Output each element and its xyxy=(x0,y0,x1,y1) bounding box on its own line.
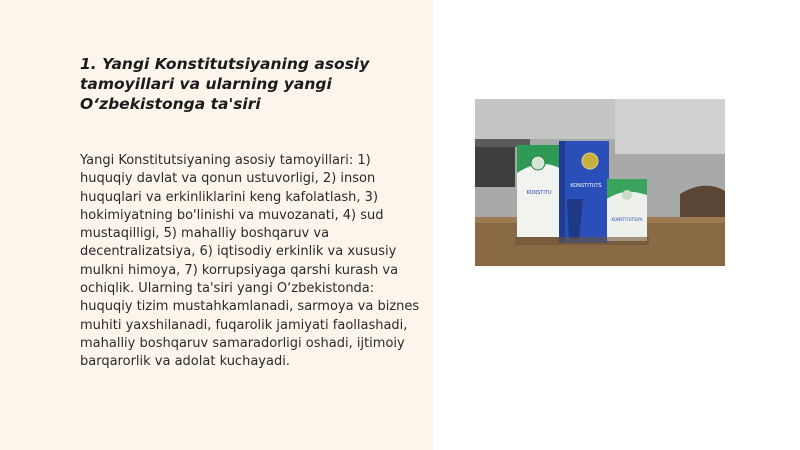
book-left-label: KONSTITU xyxy=(526,190,552,196)
book-right xyxy=(607,179,647,241)
book-center xyxy=(559,141,609,243)
slide-title: 1. Yangi Konstitutsiyaning asosiy tamoyillari va ularning yangi O‘zbekistonga ta'siri xyxy=(80,55,370,113)
book-center-label: KONSTITUTS xyxy=(570,183,602,189)
slide-body-text: Yangi Konstitutsiyaning asosiy tamoyillari: 1) huquqiy davlat va qonun ustuvorligi, 2) inson huquqlari va erkinliklarini keng kafolatlash, 3) hokimiyatning bo'linishi va muvozanati, 4) sud mustaqilligi, 5) mahalliy boshqaruv va decentralizatsiya, 6) iqtisodiy erkinlik va xususiy mulkni himoya, 7) korrupsiyaga qarshi kurash va ochiqlik. Ularning ta'siri yangi O‘zbekistonda: huquqiy tizim mustahkamlanadi, sarmoya va biznes muhiti yaxshilanadi, fuqarolik jamiyati faollashadi, mahalliy boshqaruv samaradorligi oshadi, ijtimoiy barqarorlik va adolat kuchayadi. xyxy=(80,153,420,370)
photo-illustration xyxy=(475,99,725,266)
constitution-books-photo xyxy=(475,99,725,266)
book-right-label: KONSTITUTSIYA xyxy=(611,217,643,222)
book-left xyxy=(517,145,561,237)
